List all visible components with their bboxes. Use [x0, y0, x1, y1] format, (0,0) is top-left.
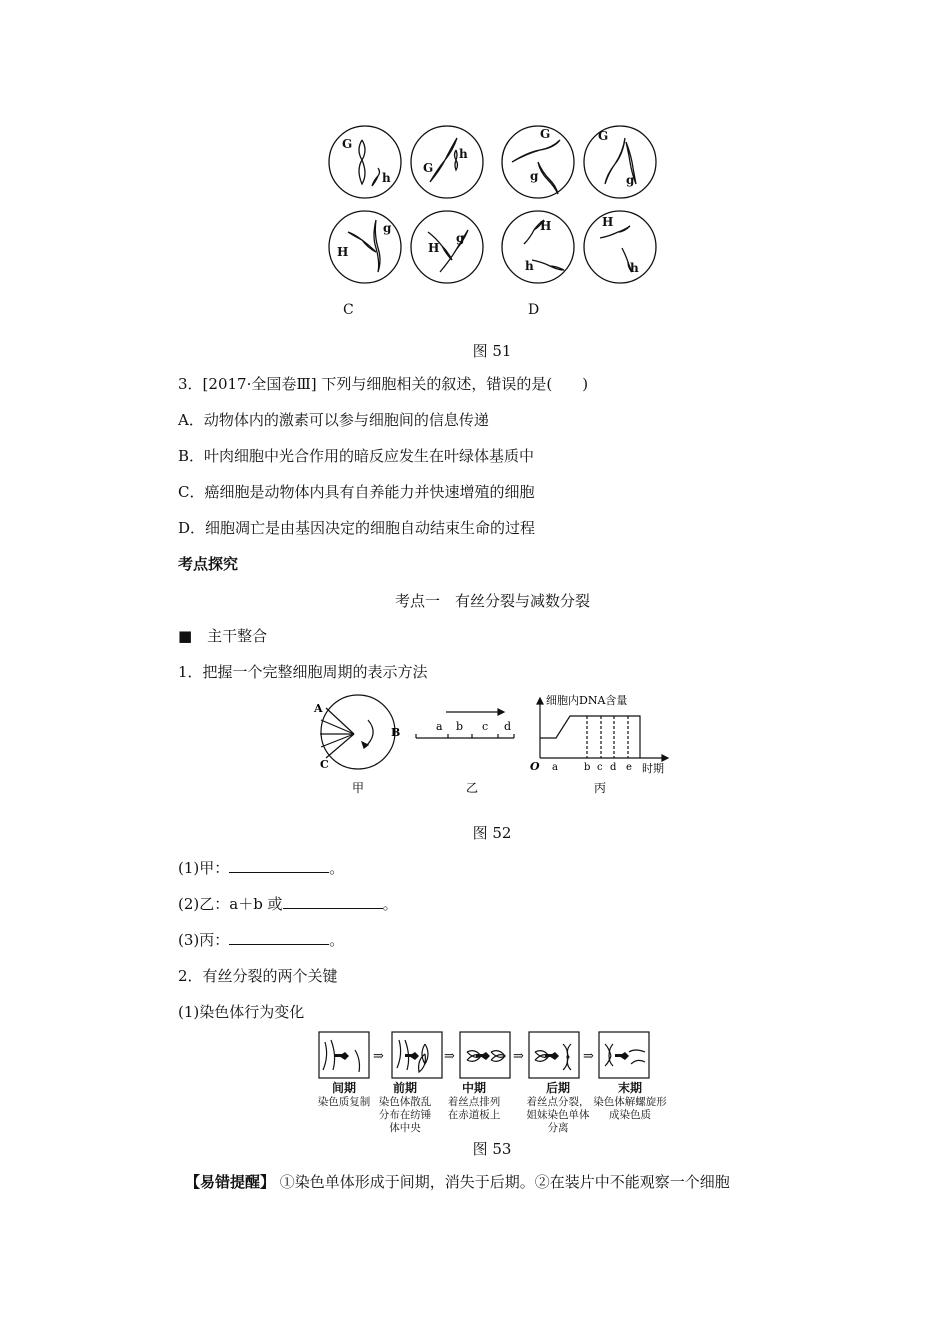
- stage-desc: 着丝点分裂，姐妹染色单体分离: [526, 1096, 590, 1134]
- gene-label: H: [602, 215, 614, 229]
- phase-label: c: [597, 762, 603, 773]
- panel-bing-label: 丙: [594, 781, 607, 795]
- gene-label: h: [630, 261, 639, 275]
- segment-label: d: [504, 720, 512, 733]
- point-c-label: C: [320, 758, 329, 771]
- stage-arrow: ⇒: [513, 1049, 524, 1064]
- question-3-option-b: B．叶肉细胞中光合作用的暗反应发生在叶绿体基质中: [178, 447, 535, 465]
- dna-content-graph: [537, 698, 668, 761]
- blank-1-suffix: 。: [329, 859, 345, 877]
- stage-name: 末期: [617, 1081, 642, 1095]
- gene-label: G: [540, 127, 551, 141]
- gene-label: H: [540, 219, 552, 233]
- phase-label: a: [552, 762, 558, 773]
- section-heading: 考点探究: [178, 555, 239, 573]
- blank-3-prefix: (3)丙：: [178, 931, 230, 949]
- gene-label: h: [459, 147, 468, 161]
- gene-label: g: [626, 173, 635, 187]
- stage-anaphase: [525, 1082, 591, 1135]
- tip-label: 【易错提醒】: [185, 1173, 276, 1191]
- phase-label: e: [626, 762, 632, 773]
- stage-telophase: [592, 1082, 668, 1122]
- blank-question-3: [178, 930, 344, 950]
- stage-desc: 染色体散乱分布在纺锤体中央: [378, 1096, 432, 1134]
- cell-cycle-circle: [320, 695, 395, 769]
- segment-label: b: [456, 720, 464, 733]
- panel-yi-label: 乙: [466, 781, 479, 795]
- question-3-option-c: C．癌细胞是动物体内具有自养能力并快速增殖的细胞: [178, 483, 535, 501]
- stage-name: 间期: [331, 1081, 356, 1095]
- figure-51-caption: 图 51: [472, 342, 512, 360]
- segment-label: a: [436, 720, 443, 733]
- gene-label: H: [428, 241, 440, 255]
- figure-51-chromosome-cells: [320, 120, 665, 290]
- blank-3-suffix: 。: [329, 931, 345, 949]
- item-2: 2．有丝分裂的两个关键: [178, 967, 338, 985]
- point-a-label: A: [314, 702, 323, 715]
- item-1: 1．把握一个完整细胞周期的表示方法: [178, 663, 428, 681]
- gene-label: h: [382, 171, 391, 185]
- blank-question-1: [178, 858, 344, 878]
- phase-label: b: [584, 762, 591, 773]
- item-2-1: (1)染色体行为变化: [178, 1003, 305, 1021]
- question-3-stem: 3．[2017·全国卷Ⅲ] 下列与细胞相关的叙述，错误的是( ): [178, 375, 589, 393]
- subheading: ■ 主干整合: [178, 627, 268, 645]
- segment-label: c: [482, 720, 489, 733]
- stage-desc: 着丝点排列在赤道板上: [447, 1096, 501, 1121]
- gene-label: g: [383, 221, 392, 235]
- point-b-label: B: [391, 726, 401, 739]
- stage-interphase: [304, 1082, 384, 1109]
- answer-blank-1[interactable]: [229, 858, 329, 873]
- option-c-label: C: [343, 302, 354, 318]
- phase-label: d: [610, 762, 617, 773]
- stage-name: 后期: [545, 1081, 570, 1095]
- option-d-label: D: [528, 302, 540, 318]
- panel-jia-label: 甲: [352, 781, 365, 795]
- origin-label: O: [530, 760, 540, 773]
- figure-52-caption: 图 52: [472, 824, 512, 842]
- question-3-option-d: D．细胞凋亡是由基因决定的细胞自动结束生命的过程: [178, 519, 536, 537]
- question-3-option-a: A．动物体内的激素可以参与细胞间的信息传递: [178, 411, 489, 429]
- y-axis-label: 细胞内DNA含量: [546, 694, 628, 707]
- answer-blank-3[interactable]: [229, 930, 329, 945]
- cell-cycle-line: [416, 709, 514, 738]
- gene-label: g: [456, 231, 465, 245]
- figure-52-cell-cycle: [308, 690, 678, 800]
- stage-arrow: ⇒: [444, 1049, 455, 1064]
- blank-2-prefix: (2)乙：a＋b 或: [178, 895, 283, 913]
- error-tip: [185, 1172, 730, 1192]
- answer-blank-2[interactable]: [283, 894, 383, 909]
- gene-label: G: [598, 129, 609, 143]
- gene-label: G: [423, 161, 434, 175]
- blank-2-suffix: 。: [382, 895, 398, 913]
- figure-53-mitosis-stages: [315, 1030, 655, 1082]
- x-axis-label: 时期: [642, 762, 664, 775]
- blank-question-2: [178, 894, 398, 914]
- gene-label: H: [337, 245, 349, 259]
- stage-desc: 染色体解螺旋形成染色质: [593, 1096, 667, 1121]
- blank-1-prefix: (1)甲：: [178, 859, 230, 877]
- stage-prophase: [377, 1082, 433, 1135]
- topic-title: 考点一 有丝分裂与减数分裂: [394, 592, 590, 610]
- stage-arrow: ⇒: [373, 1049, 384, 1064]
- gene-label: G: [342, 137, 353, 151]
- tip-text: ①染色单体形成于间期，消失于后期。②在装片中不能观察一个细胞: [279, 1173, 730, 1191]
- stage-desc: 染色质复制: [317, 1096, 371, 1108]
- stage-name: 前期: [392, 1081, 417, 1095]
- figure-53-caption: 图 53: [472, 1140, 512, 1158]
- stage-metaphase: [446, 1082, 502, 1122]
- gene-label: g: [530, 169, 539, 183]
- stage-arrow: ⇒: [583, 1049, 594, 1064]
- gene-label: h: [525, 259, 534, 273]
- stage-name: 中期: [461, 1081, 486, 1095]
